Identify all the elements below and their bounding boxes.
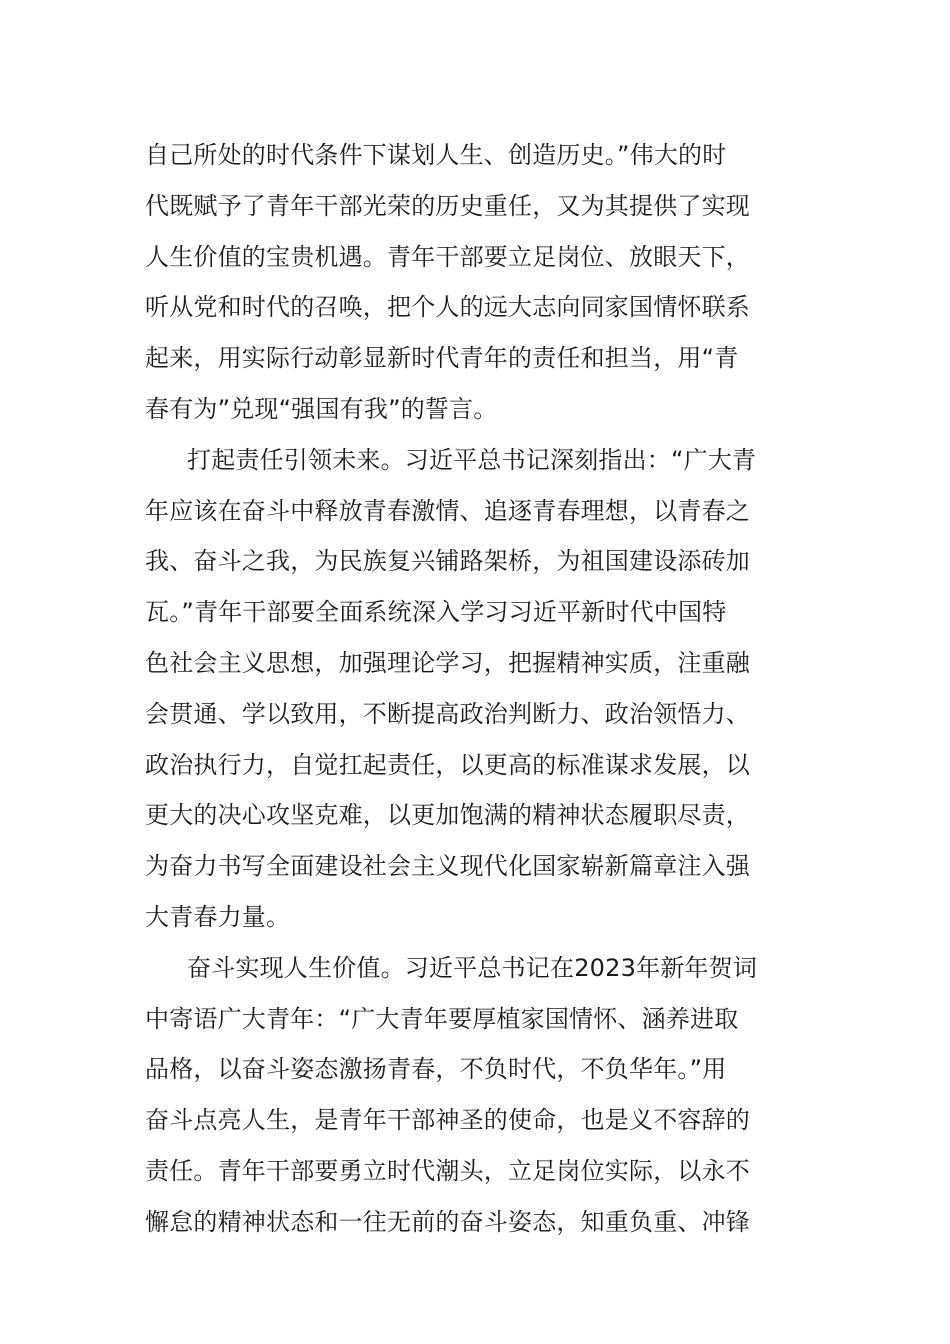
text-line: 自己所处的时代条件下谋划人生、创造历史。”伟大的时 (145, 141, 727, 169)
text-line: 懈怠的精神状态和一往无前的奋斗姿态，知重负重、冲锋 (145, 1207, 750, 1236)
text-line: 年应该在奋斗中释放青春激情、追逐青春理想，以青春之 (145, 496, 750, 525)
text-line: 奋斗点亮人生，是青年干部神圣的使命，也是义不容辞的 (145, 1106, 750, 1135)
text-line: 听从党和时代的召唤，把个人的远大志向同家国情怀联系 (145, 293, 750, 322)
text-line: 起来，用实际行动彰显新时代青年的责任和担当，用“青 (145, 344, 739, 373)
text-line: 人生价值的宝贵机遇。青年干部要立足岗位、放眼天下， (145, 242, 750, 271)
text-line: 会贯通、学以致用，不断提高政治判断力、政治领悟力、 (145, 699, 750, 728)
text-line: 品格，以奋斗姿态激扬青春，不负时代，不负华年。”用 (145, 1055, 727, 1084)
text-line: 责任。青年干部要勇立时代潮头，立足岗位实际，以永不 (145, 1156, 750, 1185)
document-body (145, 130, 811, 1248)
text-line: 更大的决心攻坚克难，以更加饱满的精神状态履职尽责， (145, 801, 750, 830)
text-line: 中寄语广大青年：“广大青年要厚植家国情怀、涵养进取 (145, 1004, 739, 1033)
text-line: 大青春力量。 (145, 902, 291, 931)
text-line: 瓦。”青年干部要全面系统深入学习习近平新时代中国特 (145, 598, 727, 627)
text-line: 色社会主义思想，加强理论学习，把握精神实质，注重融 (145, 648, 750, 677)
text-line: 春有为”兑现“强国有我”的誓言。 (145, 394, 498, 423)
paragraph-first-line: 打起责任引领未来。习近平总书记深刻指出：“广大青 (187, 445, 757, 474)
paragraph-first-line: 奋斗实现人生价值。习近平总书记在2023年新年贺词 (187, 953, 758, 982)
text-line: 政治执行力，自觉扛起责任，以更高的标准谋求发展，以 (145, 750, 750, 779)
text-line: 代既赋予了青年干部光荣的历史重任，又为其提供了实现 (145, 191, 750, 220)
text-line: 为奋力书写全面建设社会主义现代化国家崭新篇章注入强 (145, 852, 750, 881)
text-line: 我、奋斗之我，为民族复兴铺路架桥，为祖国建设添砖加 (145, 547, 750, 576)
